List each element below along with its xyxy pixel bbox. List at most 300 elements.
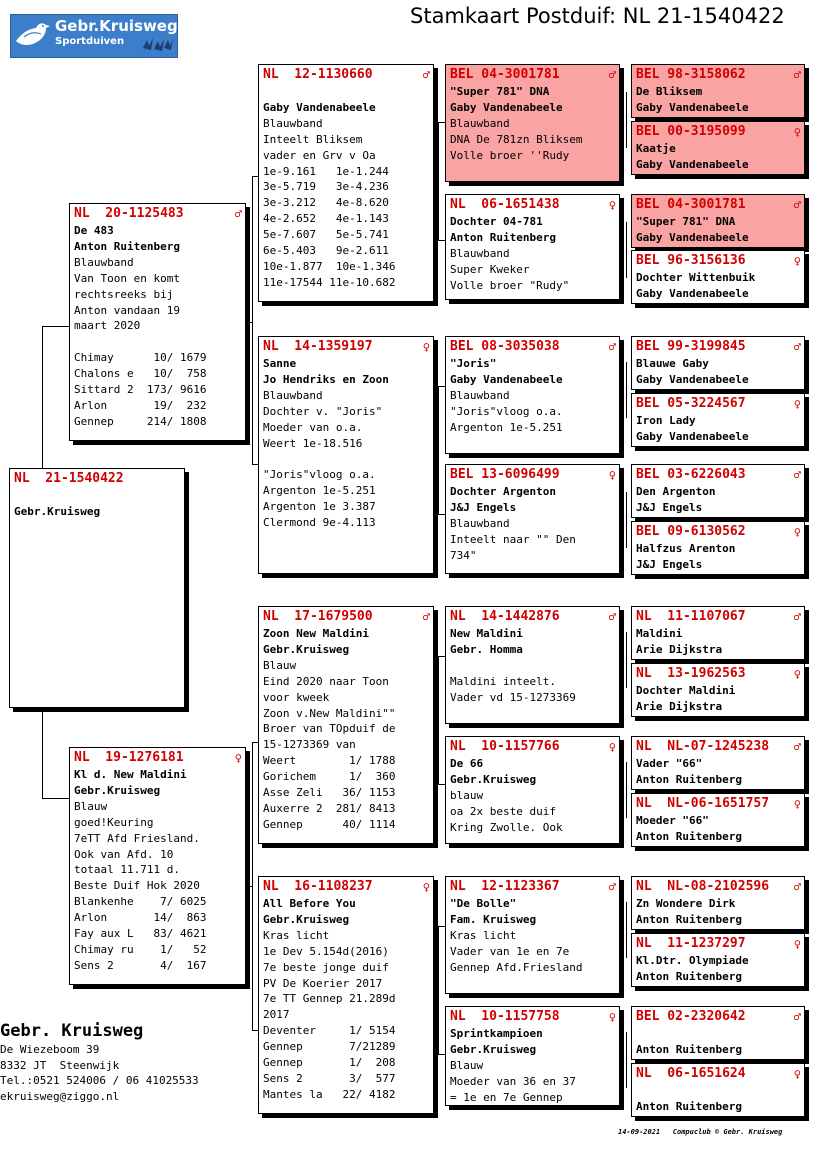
card-line: New Maldini bbox=[450, 627, 523, 640]
card-line: J&J Engels bbox=[636, 500, 703, 514]
ring-number bbox=[263, 878, 430, 896]
female-symbol-icon: ♀ bbox=[422, 340, 430, 354]
female-symbol-icon: ♀ bbox=[422, 880, 430, 894]
card-line: "De Bolle" bbox=[450, 897, 517, 910]
card-line: Blauwe Gaby bbox=[636, 357, 709, 370]
card-line bbox=[636, 1083, 801, 1099]
pedigree-card-g8[interactable] bbox=[631, 521, 805, 575]
card-line: blauw bbox=[450, 788, 484, 802]
female-symbol-icon: ♀ bbox=[793, 1067, 801, 1081]
card-line: Blauwband bbox=[74, 255, 134, 269]
ring-number bbox=[636, 66, 801, 84]
card-line: 7e beste jonge duif bbox=[263, 960, 389, 974]
card-line: Weert 1/ 1788 bbox=[263, 754, 396, 768]
card-line: Anton Ruitenberg bbox=[74, 239, 180, 253]
card-line: Sens 2 3/ 577 bbox=[263, 1071, 396, 1085]
card-line: Gebr.Kruisweg bbox=[263, 912, 350, 926]
card-line: Iron Lady bbox=[636, 414, 696, 427]
card-line: Moeder "66" bbox=[636, 814, 709, 827]
card-line: Kaatje bbox=[636, 142, 676, 155]
ring-number-text: NL 13-1962563 bbox=[636, 666, 746, 681]
card-line: Blauwband bbox=[263, 116, 323, 130]
connector-line bbox=[438, 240, 445, 241]
card-line: "Super 781" DNA bbox=[636, 215, 736, 228]
male-symbol-icon: ♂ bbox=[234, 207, 242, 221]
ring-number-text: NL NL-06-1651757 bbox=[636, 796, 770, 811]
card-line: Inteelt naar "" Den bbox=[450, 532, 576, 546]
ring-number bbox=[636, 395, 801, 413]
connector-line bbox=[42, 708, 43, 798]
card-line: De 483 bbox=[74, 224, 114, 237]
card-line: Sprintkampioen bbox=[450, 1027, 543, 1040]
male-symbol-icon: ♂ bbox=[793, 610, 801, 624]
card-line: Gebr.Kruisweg bbox=[14, 504, 101, 518]
male-symbol-icon: ♂ bbox=[608, 340, 616, 354]
pedigree-card-mmf[interactable] bbox=[445, 876, 620, 994]
ring-number bbox=[636, 795, 801, 813]
ring-number-text: NL 10-1157766 bbox=[450, 739, 560, 754]
ring-number bbox=[636, 1008, 801, 1026]
ring-number bbox=[636, 466, 801, 484]
ring-number-text: NL NL-07-1245238 bbox=[636, 739, 770, 754]
card-line: maart 2020 bbox=[74, 319, 141, 333]
card-line: Fam. Kruisweg bbox=[450, 912, 537, 926]
card-line bbox=[636, 1026, 801, 1042]
pedigree-card-fmm[interactable] bbox=[445, 464, 620, 574]
ring-number-text: NL 17-1679500 bbox=[263, 609, 373, 624]
ring-number bbox=[450, 878, 616, 896]
card-line: Maldini inteelt. bbox=[450, 674, 556, 688]
ring-number bbox=[263, 338, 430, 356]
ring-number-text: BEL 04-3001781 bbox=[636, 197, 746, 212]
ring-number-text: BEL 02-2320642 bbox=[636, 1009, 746, 1024]
card-line: Blauwband bbox=[263, 388, 323, 402]
pedigree-card-g10[interactable] bbox=[631, 663, 805, 717]
card-line: = 1e en 7e Gennep bbox=[450, 1090, 563, 1104]
card-line: 15-1273369 van bbox=[263, 738, 356, 752]
ring-number bbox=[450, 338, 616, 356]
female-symbol-icon: ♀ bbox=[793, 125, 801, 139]
card-line: Gaby Vandenabeele bbox=[636, 286, 749, 300]
connector-line bbox=[438, 926, 445, 927]
ring-number bbox=[636, 878, 801, 896]
card-line: voor kweek bbox=[263, 690, 330, 704]
pedigree-card-fff[interactable] bbox=[445, 64, 620, 182]
connector-line bbox=[626, 1032, 627, 1088]
pedigree-card-mmm[interactable] bbox=[445, 1006, 620, 1106]
connector-line bbox=[438, 386, 439, 514]
card-line: Kras licht bbox=[263, 928, 330, 942]
card-line: Auxerre 2 281/ 8413 bbox=[263, 801, 396, 815]
card-line: Blankenhe 7/ 6025 bbox=[74, 895, 207, 909]
card-line: Volle broer ''Rudy bbox=[450, 148, 570, 162]
ring-number bbox=[450, 196, 616, 214]
card-line: Dochter 04-781 bbox=[450, 215, 543, 228]
card-line: Arie Dijkstra bbox=[636, 642, 723, 656]
pedigree-card-mff[interactable] bbox=[445, 606, 620, 724]
card-line: Dochter v. "Joris" bbox=[263, 404, 383, 418]
flying-birds-icon bbox=[142, 36, 174, 52]
connector-line bbox=[438, 656, 445, 657]
card-line: Argenton 1e-5.251 bbox=[450, 420, 563, 434]
pedigree-card-subject[interactable] bbox=[9, 468, 185, 708]
ring-number bbox=[636, 738, 801, 756]
ring-number bbox=[74, 205, 242, 223]
connector-line bbox=[246, 322, 252, 323]
ring-number bbox=[636, 252, 801, 270]
card-line: Dochter Wittenbuik bbox=[636, 271, 756, 284]
card-line: 3e-5.719 3e-4.236 bbox=[263, 180, 389, 194]
card-line: 11e-17544 11e-10.682 bbox=[263, 275, 396, 289]
ring-number bbox=[14, 470, 181, 488]
pedigree-card-g1[interactable] bbox=[631, 64, 805, 118]
owner-email: ekruisweg@ziggo.nl bbox=[0, 1089, 120, 1103]
card-line: Vader vd 15-1273369 bbox=[450, 690, 576, 704]
card-line: Zoon New Maldini bbox=[263, 627, 369, 640]
card-line: Anton Ruitenberg bbox=[636, 969, 742, 983]
card-line: Sanne bbox=[263, 357, 297, 370]
card-line: De Bliksem bbox=[636, 85, 703, 98]
connector-line bbox=[438, 386, 445, 387]
card-line: Gennep Afd.Friesland bbox=[450, 960, 583, 974]
ring-number bbox=[263, 608, 430, 626]
pedigree-card-g7[interactable] bbox=[631, 464, 805, 518]
card-line: Anton vandaan 19 bbox=[74, 303, 180, 317]
card-line: 6e-5.403 9e-2.611 bbox=[263, 244, 389, 258]
card-line: All Before You bbox=[263, 897, 356, 910]
card-line: Blauwband bbox=[450, 388, 510, 402]
male-symbol-icon: ♂ bbox=[793, 68, 801, 82]
card-line: Halfzus Arenton bbox=[636, 542, 736, 555]
ring-number bbox=[636, 523, 801, 541]
card-line: Gennep 7/21289 bbox=[263, 1040, 396, 1054]
card-line: Ook van Afd. 10 bbox=[74, 847, 174, 861]
card-line: Arlon 14/ 863 bbox=[74, 911, 207, 925]
card-line: Den Argenton bbox=[636, 485, 716, 498]
ring-number-text: NL 10-1157758 bbox=[450, 1009, 560, 1024]
card-line: Gebr.Kruisweg bbox=[450, 772, 537, 786]
card-line: Chalons e 10/ 758 bbox=[74, 367, 207, 381]
pedigree-card-g16[interactable] bbox=[631, 1063, 805, 1117]
ring-number-text: NL 14-1359197 bbox=[263, 339, 373, 354]
pedigree-card-mother[interactable] bbox=[69, 747, 246, 985]
pedigree-card-mother-mother[interactable] bbox=[258, 876, 434, 1114]
ring-number-text: BEL 03-6226043 bbox=[636, 467, 746, 482]
pedigree-card-g13[interactable] bbox=[631, 876, 805, 930]
connector-line bbox=[42, 326, 70, 327]
card-line: "Joris" bbox=[450, 357, 497, 370]
pedigree-card-father[interactable] bbox=[69, 203, 246, 441]
ring-number bbox=[636, 665, 801, 683]
card-line: Argenton 1e-5.251 bbox=[263, 484, 376, 498]
male-symbol-icon: ♂ bbox=[608, 610, 616, 624]
card-line: Arie Dijkstra bbox=[636, 699, 723, 713]
ring-number-text: BEL 99-3199845 bbox=[636, 339, 746, 354]
card-line: Mantes la 22/ 4182 bbox=[263, 1087, 396, 1101]
card-line: Gebr. Homma bbox=[450, 642, 523, 656]
ring-number-text: NL 20-1125483 bbox=[74, 206, 184, 221]
pedigree-card-g9[interactable] bbox=[631, 606, 805, 660]
card-line: "Joris"vloog o.a. bbox=[263, 468, 376, 482]
pedigree-card-mfm[interactable] bbox=[445, 736, 620, 844]
pedigree-card-ffm[interactable] bbox=[445, 194, 620, 300]
owner-block bbox=[0, 1020, 199, 1104]
card-line: 2017 bbox=[263, 1008, 290, 1022]
ring-number-text: BEL 05-3224567 bbox=[636, 396, 746, 411]
ring-number-text: BEL 09-6130562 bbox=[636, 524, 746, 539]
card-line: Anton Ruitenberg bbox=[636, 772, 742, 786]
card-line: Beste Duif Hok 2020 bbox=[74, 879, 200, 893]
card-line: Weert 1e-18.516 bbox=[263, 436, 363, 450]
male-symbol-icon: ♂ bbox=[793, 740, 801, 754]
card-line: Blauw bbox=[450, 1058, 484, 1072]
pedigree-card-fmf[interactable] bbox=[445, 336, 620, 454]
card-line: 3e-3.212 4e-8.620 bbox=[263, 196, 389, 210]
connector-line bbox=[438, 122, 445, 123]
ring-number-text: BEL 13-6096499 bbox=[450, 467, 560, 482]
card-line: Gaby Vandenabeele bbox=[636, 429, 749, 443]
card-line: 5e-7.607 5e-5.741 bbox=[263, 228, 389, 242]
connector-line bbox=[438, 122, 439, 240]
connector-line bbox=[252, 742, 253, 1030]
card-line: Gebr.Kruisweg bbox=[74, 783, 161, 797]
pedigree-card-g11[interactable] bbox=[631, 736, 805, 790]
female-symbol-icon: ♀ bbox=[608, 198, 616, 212]
card-line: Kl.Dtr. Olympiade bbox=[636, 954, 749, 967]
card-line: Arlon 19/ 232 bbox=[74, 398, 207, 412]
female-symbol-icon: ♀ bbox=[608, 1010, 616, 1024]
card-line: Gaby Vandenabeele bbox=[636, 230, 749, 244]
connector-line bbox=[626, 362, 627, 418]
card-line: Jo Hendriks en Zoon bbox=[263, 372, 389, 386]
female-symbol-icon: ♀ bbox=[608, 468, 616, 482]
ring-number-text: NL 16-1108237 bbox=[263, 879, 373, 894]
connector-line bbox=[626, 902, 627, 958]
card-line: 10e-1.877 10e-1.346 bbox=[263, 259, 396, 273]
pedigree-card-father-mother[interactable] bbox=[258, 336, 434, 574]
pedigree-card-father-father[interactable] bbox=[258, 64, 434, 302]
pigeon-icon bbox=[14, 19, 52, 53]
ring-number-text: NL 11-1237297 bbox=[636, 936, 746, 951]
card-line: Argenton 1e 3.387 bbox=[263, 500, 376, 514]
card-line: Gaby Vandenabeele bbox=[450, 100, 563, 114]
ring-number bbox=[636, 1065, 801, 1083]
owner-address: De Wiezeboom 39 bbox=[0, 1043, 100, 1056]
ring-number-text: NL NL-08-2102596 bbox=[636, 879, 770, 894]
card-line: 7eTT Afd Friesland. bbox=[74, 831, 200, 845]
card-line: Volle broer "Rudy" bbox=[450, 278, 570, 292]
card-line: Clermond 9e-4.113 bbox=[263, 516, 376, 530]
female-symbol-icon: ♀ bbox=[793, 797, 801, 811]
card-line: Gaby Vandenabeele bbox=[450, 372, 563, 386]
card-line: Moeder van 36 en 37 bbox=[450, 1074, 576, 1088]
card-line: Eind 2020 naar Toon bbox=[263, 674, 389, 688]
ring-number bbox=[636, 608, 801, 626]
ring-number bbox=[263, 66, 430, 84]
card-line bbox=[74, 334, 242, 350]
card-line: Gaby Vandenabeele bbox=[636, 100, 749, 114]
card-line: Broer van TOpduif de bbox=[263, 722, 396, 736]
card-line: goed!Keuring bbox=[74, 815, 154, 829]
card-line: Chimay ru 1/ 52 bbox=[74, 942, 207, 956]
card-line: Sens 2 4/ 167 bbox=[74, 958, 207, 972]
connector-line bbox=[438, 784, 445, 785]
brand-name: Gebr.Kruisweg bbox=[55, 17, 178, 35]
male-symbol-icon: ♂ bbox=[793, 198, 801, 212]
male-symbol-icon: ♂ bbox=[422, 68, 430, 82]
ring-number bbox=[636, 196, 801, 214]
ring-number-text: BEL 98-3158062 bbox=[636, 67, 746, 82]
card-line: Super Kweker bbox=[450, 262, 530, 276]
card-line: 1e Dev 5.154d(2016) bbox=[263, 944, 389, 958]
pedigree-card-g15[interactable] bbox=[631, 1006, 805, 1060]
pedigree-card-mother-father[interactable] bbox=[258, 606, 434, 844]
female-symbol-icon: ♀ bbox=[234, 751, 242, 765]
female-symbol-icon: ♀ bbox=[793, 254, 801, 268]
ring-number-text: BEL 08-3035038 bbox=[450, 339, 560, 354]
card-line: Sittard 2 173/ 9616 bbox=[74, 383, 207, 397]
ring-number bbox=[636, 338, 801, 356]
card-line: 1e-9.161 1e-1.244 bbox=[263, 164, 389, 178]
card-line bbox=[14, 488, 181, 504]
card-line: Moeder van o.a. bbox=[263, 420, 363, 434]
pedigree-card-g6[interactable] bbox=[631, 393, 805, 447]
card-line: J&J Engels bbox=[450, 500, 517, 514]
female-symbol-icon: ♀ bbox=[793, 397, 801, 411]
card-line: Dochter Argenton bbox=[450, 485, 556, 498]
card-line: Kl d. New Maldini bbox=[74, 768, 187, 781]
connector-line bbox=[438, 926, 439, 1054]
brand-logo bbox=[10, 14, 178, 58]
card-line: Gorichem 1/ 360 bbox=[263, 770, 396, 784]
ring-number bbox=[450, 66, 616, 84]
male-symbol-icon: ♂ bbox=[793, 468, 801, 482]
card-line: Asse Zeli 36/ 1153 bbox=[263, 786, 396, 800]
card-line: Blauwband bbox=[450, 246, 510, 260]
male-symbol-icon: ♂ bbox=[608, 68, 616, 82]
brand-tagline: Sportduiven bbox=[55, 36, 125, 47]
connector-line bbox=[626, 92, 627, 148]
card-line: Anton Ruitenberg bbox=[636, 912, 742, 926]
card-line: Gaby Vandenabeele bbox=[263, 100, 376, 114]
ring-number bbox=[450, 608, 616, 626]
card-line: DNA De 781zn Bliksem bbox=[450, 132, 583, 146]
card-line: Maldini bbox=[636, 627, 683, 640]
owner-name: Gebr. Kruisweg bbox=[0, 1021, 144, 1041]
card-line: Gennep 1/ 208 bbox=[263, 1056, 396, 1070]
card-line: Dochter Maldini bbox=[636, 684, 736, 697]
connector-line bbox=[246, 886, 252, 887]
card-line: Vader van 1e en 7e bbox=[450, 944, 570, 958]
pedigree-card-g2[interactable] bbox=[631, 121, 805, 175]
male-symbol-icon: ♂ bbox=[793, 880, 801, 894]
ring-number-text: NL 06-1651624 bbox=[636, 1066, 746, 1081]
card-line bbox=[263, 84, 430, 100]
card-line: Vader "66" bbox=[636, 757, 703, 770]
ring-number-text: NL 06-1651438 bbox=[450, 197, 560, 212]
card-line: oa 2x beste duif bbox=[450, 804, 556, 818]
card-line: Anton Ruitenberg bbox=[636, 829, 742, 843]
female-symbol-icon: ♀ bbox=[793, 667, 801, 681]
card-line: Deventer 1/ 5154 bbox=[263, 1024, 396, 1038]
page-title: Stamkaart Postduif: NL 21-1540422 bbox=[410, 4, 785, 28]
male-symbol-icon: ♂ bbox=[608, 880, 616, 894]
connector-line bbox=[42, 798, 70, 799]
ring-number-text: NL 14-1442876 bbox=[450, 609, 560, 624]
card-line: Gaby Vandenabeele bbox=[636, 372, 749, 386]
pedigree-card-g14[interactable] bbox=[631, 933, 805, 987]
ring-number-text: BEL 96-3156136 bbox=[636, 253, 746, 268]
ring-number bbox=[450, 1008, 616, 1026]
male-symbol-icon: ♂ bbox=[422, 610, 430, 624]
card-line: 4e-2.652 4e-1.143 bbox=[263, 212, 389, 226]
footer-credit: 14-09-2021 Compuclub © Gebr. Kruisweg bbox=[618, 1128, 783, 1136]
card-line: rechtsreeks bij bbox=[74, 287, 174, 301]
card-line: Blauw bbox=[263, 658, 297, 672]
card-line: PV De Koerier 2017 bbox=[263, 976, 383, 990]
connector-line bbox=[252, 176, 253, 464]
ring-number-text: NL 12-1123367 bbox=[450, 879, 560, 894]
ring-number-text: NL 11-1107067 bbox=[636, 609, 746, 624]
card-line: vader en Grv v Oa bbox=[263, 148, 376, 162]
card-line: Anton Ruitenberg bbox=[636, 1042, 742, 1056]
ring-number-text: NL 19-1276181 bbox=[74, 750, 184, 765]
ring-number-text: NL 12-1130660 bbox=[263, 67, 373, 82]
pedigree-card-g4[interactable] bbox=[631, 250, 805, 304]
connector-line bbox=[626, 762, 627, 818]
card-line: Gebr.Kruisweg bbox=[450, 1042, 537, 1056]
female-symbol-icon: ♀ bbox=[608, 740, 616, 754]
card-line: Gennep 40/ 1114 bbox=[263, 817, 396, 831]
card-line: Blauwband bbox=[450, 516, 510, 530]
card-line: Fay aux L 83/ 4621 bbox=[74, 927, 207, 941]
ring-number bbox=[450, 738, 616, 756]
card-line: Blauw bbox=[74, 799, 108, 813]
connector-line bbox=[438, 1054, 445, 1055]
card-line: Blauwband bbox=[450, 116, 510, 130]
card-line: Van Toon en komt bbox=[74, 271, 180, 285]
female-symbol-icon: ♀ bbox=[793, 937, 801, 951]
ring-number-text: NL 21-1540422 bbox=[14, 471, 124, 486]
card-line bbox=[263, 451, 430, 467]
card-line: J&J Engels bbox=[636, 557, 703, 571]
owner-city: 8332 JT Steenwijk bbox=[0, 1058, 120, 1072]
ring-number bbox=[636, 935, 801, 953]
card-line: Anton Ruitenberg bbox=[450, 230, 556, 244]
ring-number bbox=[74, 749, 242, 767]
ring-number-text: BEL 00-3195099 bbox=[636, 124, 746, 139]
pedigree-card-g5[interactable] bbox=[631, 336, 805, 390]
male-symbol-icon: ♂ bbox=[793, 1010, 801, 1024]
card-line: Anton Ruitenberg bbox=[636, 1099, 742, 1113]
connector-line bbox=[438, 514, 445, 515]
pedigree-card-g12[interactable] bbox=[631, 793, 805, 847]
pedigree-card-g3[interactable] bbox=[631, 194, 805, 248]
card-line: Chimay 10/ 1679 bbox=[74, 351, 207, 365]
card-line: "Super 781" DNA bbox=[450, 85, 550, 98]
connector-line bbox=[626, 632, 627, 688]
card-line: Kring Zwolle. Ook bbox=[450, 820, 563, 834]
card-line: Kras licht bbox=[450, 928, 517, 942]
card-line: totaal 11.711 d. bbox=[74, 863, 180, 877]
card-line: Gebr.Kruisweg bbox=[263, 642, 350, 656]
connector-line bbox=[626, 222, 627, 278]
ring-number bbox=[450, 466, 616, 484]
owner-phone: Tel.:0521 524006 / 06 41025533 bbox=[0, 1074, 199, 1087]
card-line: 7e TT Gennep 21.289d bbox=[263, 992, 396, 1006]
connector-line bbox=[626, 492, 627, 548]
card-line: Zoon v.New Maldini"" bbox=[263, 706, 396, 720]
